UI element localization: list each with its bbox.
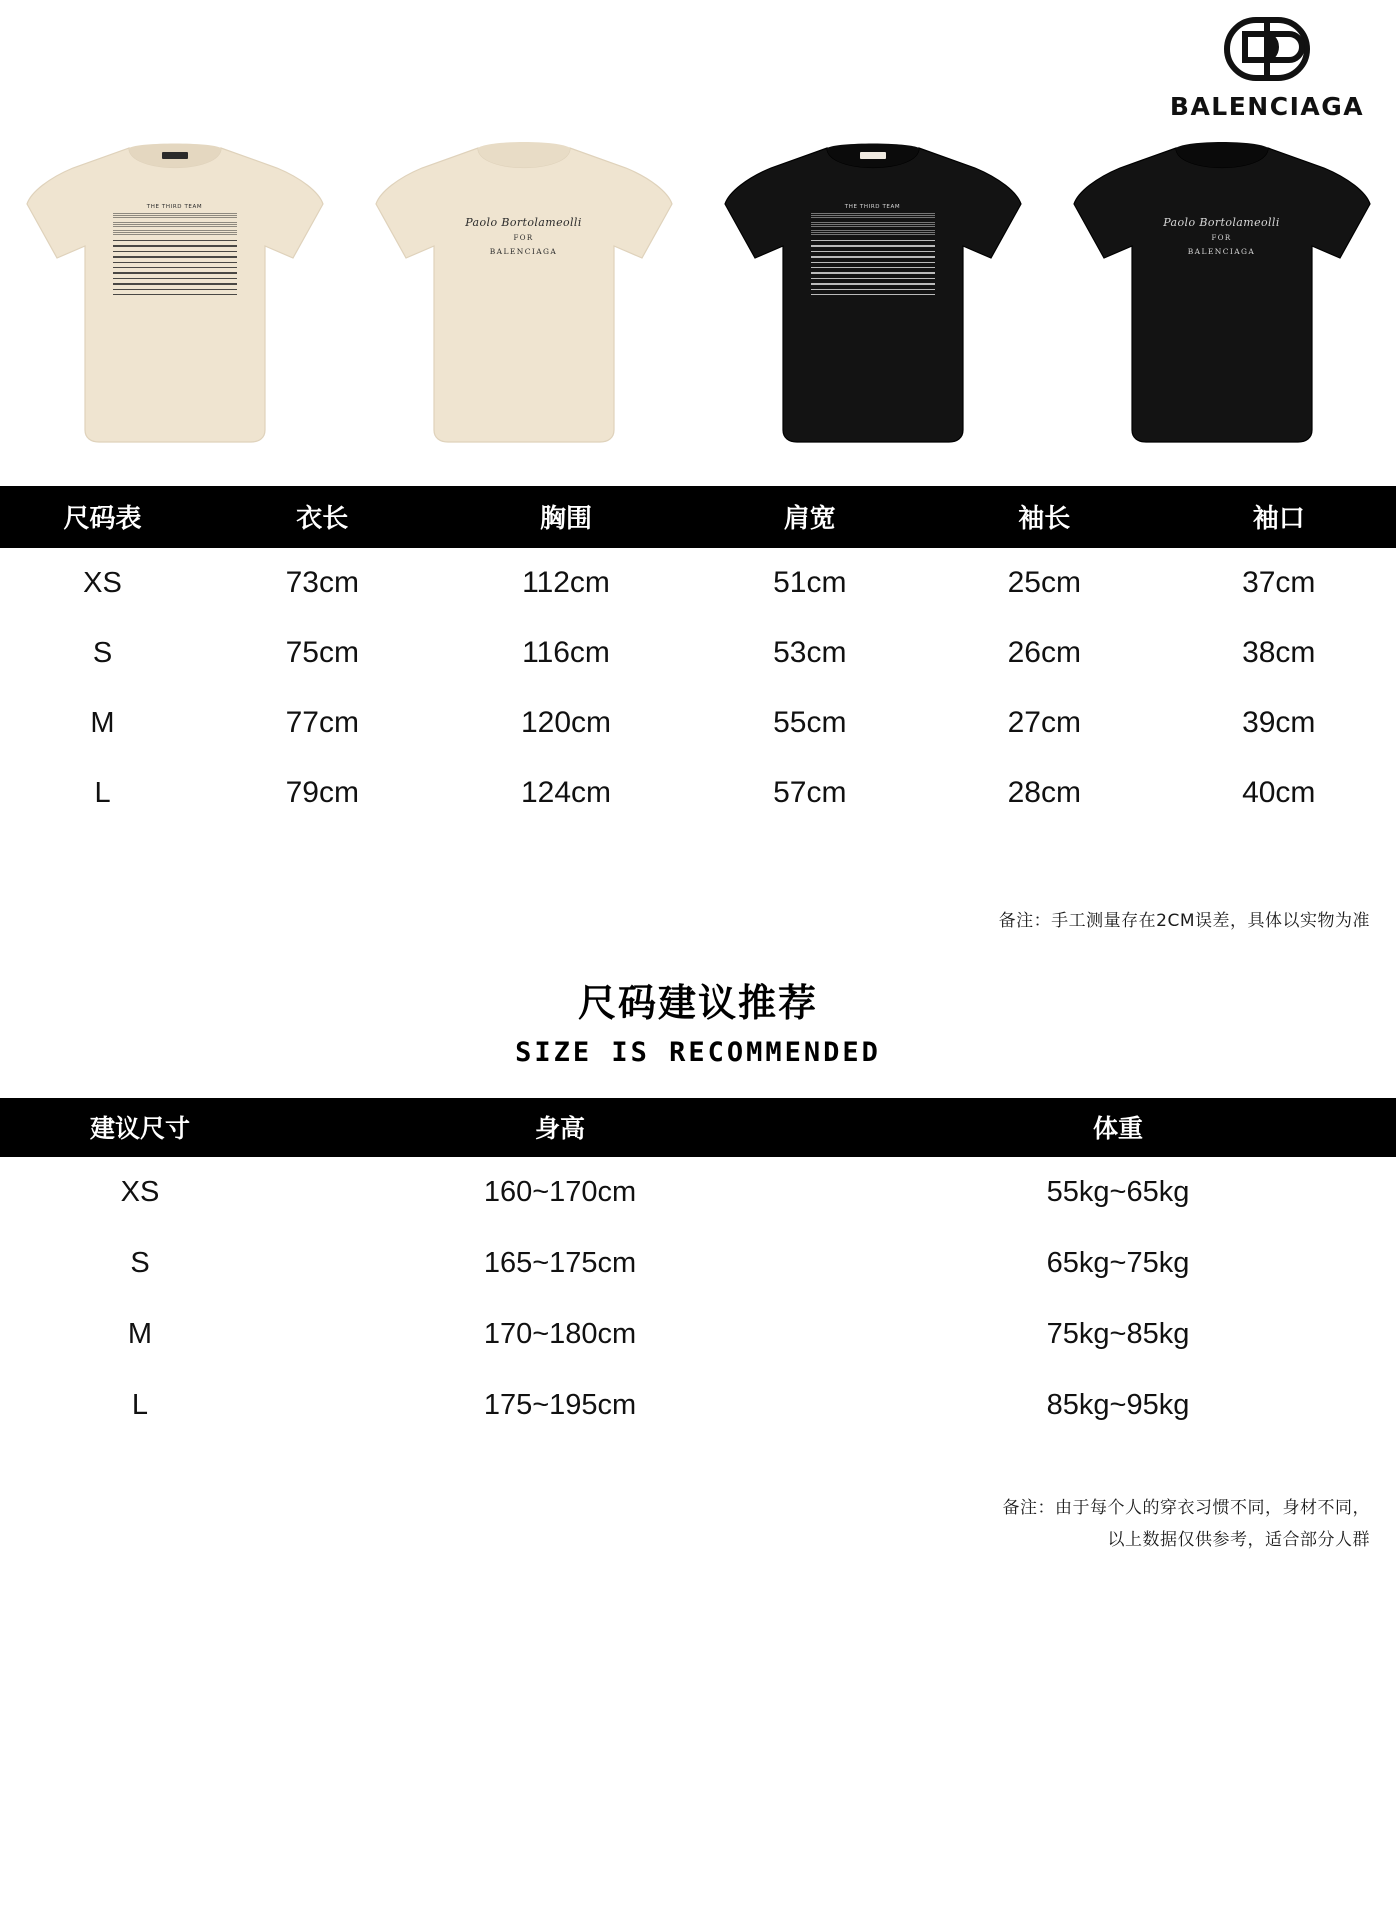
col-header-length: 衣长	[296, 504, 349, 534]
product-black-front	[698, 118, 1047, 468]
size-recommendation-table	[0, 1098, 1396, 1441]
table-header-row	[0, 1098, 1396, 1157]
recommend-title-en: SIZE IS RECOMMENDED	[515, 1037, 881, 1068]
table-row: XS 73cm 112cm 51cm 25cm 37cm	[83, 566, 1316, 599]
product-cream-back	[349, 118, 698, 468]
balenciaga-bb-logo-icon	[1217, 10, 1317, 88]
chest-print-artwork: THE THIRD TEAM	[811, 204, 935, 299]
tshirt-illustration	[374, 130, 674, 450]
product-black-back	[1047, 118, 1396, 468]
table-row: M 77cm 120cm 55cm 27cm 39cm	[90, 706, 1316, 739]
table-header-row	[0, 486, 1396, 548]
recommend-table-note	[1003, 1492, 1371, 1557]
col-header-weight: 体重	[1092, 1114, 1143, 1143]
brand-header	[1162, 10, 1372, 121]
recommend-title-cn: 尺码建议推荐	[577, 981, 818, 1025]
product-cream-front	[0, 118, 349, 468]
table-row: S 75cm 116cm 53cm 26cm 38cm	[92, 636, 1316, 669]
col-header-cuff: 袖口	[1252, 504, 1305, 534]
table-row: S 165~175cm 65kg~75kg	[130, 1247, 1190, 1279]
product-image-row	[0, 118, 1396, 468]
col-header-shoulder: 肩宽	[783, 504, 836, 534]
back-print-artwork: Paolo Bortolameolli FOR BALENCIAGA	[1163, 216, 1280, 256]
table-row: XS 160~170cm 55kg~65kg	[120, 1176, 1190, 1208]
recommend-section-title	[0, 972, 1396, 1068]
chest-print-artwork: THE THIRD TEAM	[113, 204, 237, 299]
size-table-note: 备注：手工测量存在2CM误差，具体以实物为准	[998, 911, 1370, 931]
col-header-bust: 胸围	[540, 504, 593, 534]
col-header-height: 身高	[534, 1114, 585, 1143]
neck-label	[860, 152, 886, 159]
col-header-sleeve: 袖长	[1018, 504, 1071, 534]
back-print-artwork: Paolo Bortolameolli FOR BALENCIAGA	[465, 216, 582, 256]
size-measurements-table	[0, 486, 1396, 828]
brand-name: BALENCIAGA	[1169, 92, 1365, 121]
recommend-note-line-1: 备注：由于每个人的穿衣习惯不同，身材不同，	[1002, 1498, 1370, 1518]
neck-label	[162, 152, 188, 159]
table-row: L 175~195cm 85kg~95kg	[131, 1389, 1190, 1421]
recommend-note-line-2: 以上数据仅供参考，适合部分人群	[1107, 1530, 1370, 1551]
table-row: L 79cm 124cm 57cm 28cm 40cm	[94, 776, 1316, 809]
col-header-recommended-size: 建议尺寸	[89, 1114, 190, 1143]
col-header-size: 尺码表	[63, 504, 142, 534]
table-row: M 170~180cm 75kg~85kg	[127, 1318, 1190, 1350]
tshirt-illustration	[1072, 130, 1372, 450]
